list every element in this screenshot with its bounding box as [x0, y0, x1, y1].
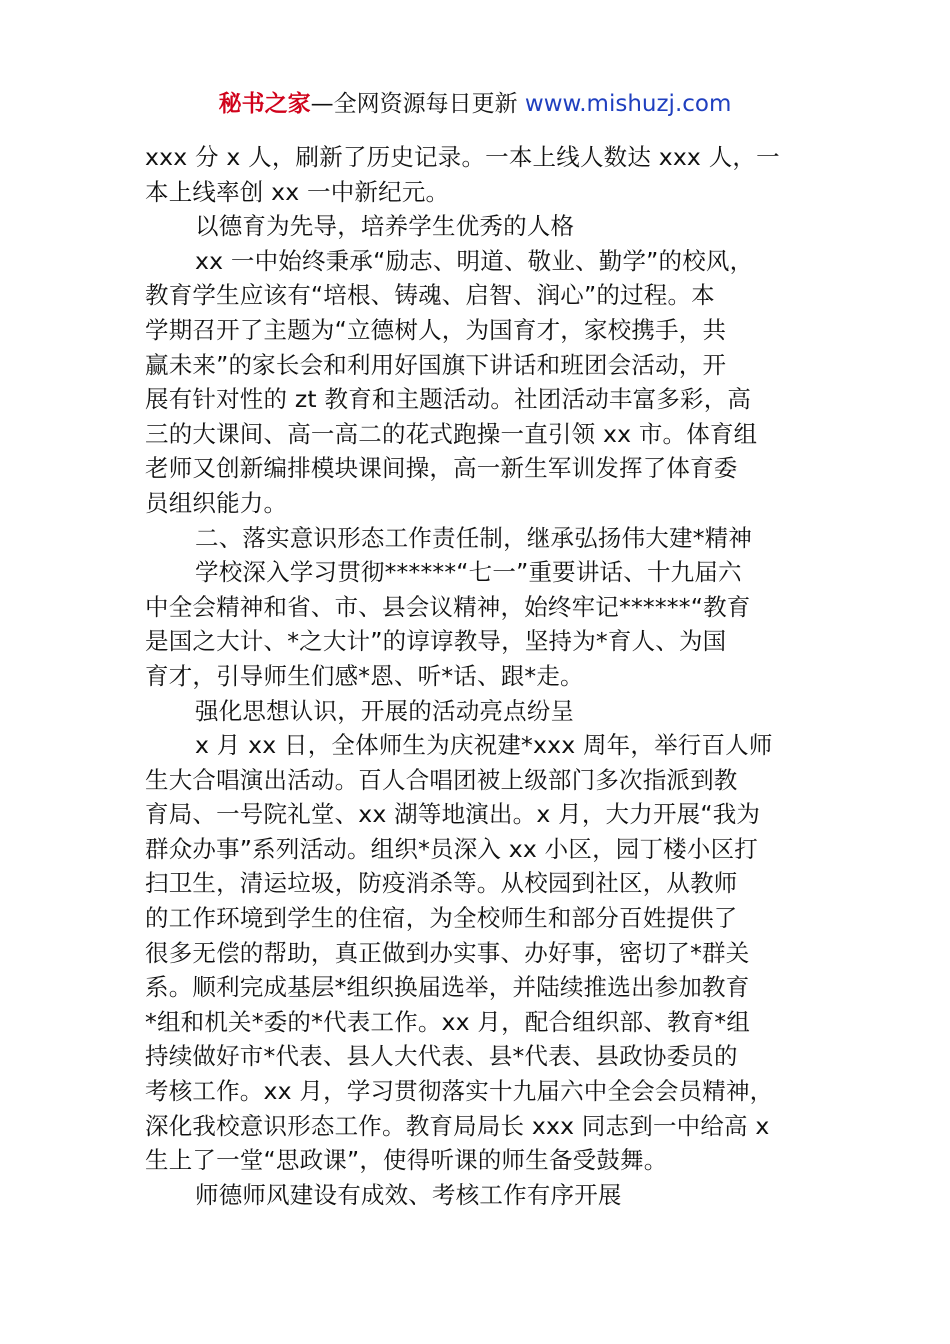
text-line: 考核工作。xx 月，学习贯彻落实十九届六中全会会员精神，: [145, 1077, 774, 1106]
text-line: 员组织能力。: [145, 488, 288, 517]
text-line: x 月 xx 日，全体师生为庆祝建*xxx 周年，举行百人师: [195, 731, 773, 760]
text-line: 展有针对性的 zt 教育和主题活动。社团活动丰富多彩，高: [145, 385, 752, 414]
text-line: 生大合唱演出活动。百人合唱团被上级部门多次指派到教: [145, 765, 738, 794]
text-line: 很多无偿的帮助，真正做到办实事、办好事，密切了*群关: [145, 938, 750, 967]
text-line: 师德师风建设有成效、考核工作有序开展: [195, 1180, 622, 1209]
text-line: 育才，引导师生们感*恩、听*话、跟*走。: [145, 661, 584, 690]
text-line: 三的大课间、高一高二的花式跑操一直引领 xx 市。体育组: [145, 419, 758, 448]
text-line: 本上线率创 xx 一中新纪元。: [145, 177, 450, 206]
text-line: xx 一中始终秉承“励志、明道、敬业、勤学”的校风，: [195, 246, 754, 275]
text-line: *组和机关*委的*代表工作。xx 月，配合组织部、教育*组: [145, 1007, 751, 1036]
text-line: 系。顺利完成基层*组织换届选举，并陆续推选出参加教育: [145, 973, 750, 1002]
text-line: 持续做好市*代表、县人大代表、县*代表、县政协委员的: [145, 1042, 738, 1071]
text-line: 中全会精神和省、市、县会议精神，始终牢记******“教育: [145, 592, 751, 621]
text-line: xxx 分 x 人，刷新了历史记录。一本上线人数达 xxx 人，一: [145, 143, 780, 171]
text-line: 以德育为先导，培养学生优秀的人格: [195, 212, 575, 241]
brand-name: 秘书之家: [218, 91, 311, 117]
text-line: 是国之大计、*之大计”的谆谆教导，坚持为*育人、为国: [145, 627, 727, 656]
text-line: 的工作环境到学生的住宿，为全校师生和部分百姓提供了: [145, 904, 738, 933]
text-line: 扫卫生，清运垃圾，防疫消杀等。从校园到社区，从教师: [145, 869, 738, 898]
text-line: 育局、一号院礼堂、xx 湖等地演出。x 月，大力开展“我为: [145, 800, 761, 829]
site-url-link[interactable]: www.mishuzj.com: [524, 91, 732, 117]
text-line: 学校深入学习贯彻******“七一”重要讲话、十九届六: [195, 558, 742, 587]
text-line: 强化思想认识，开展的活动亮点纷呈: [195, 696, 575, 725]
text-line: 深化我校意识形态工作。教育局局长 xxx 同志到一中给高 x: [145, 1111, 770, 1140]
document-body: [145, 140, 815, 1212]
text-line: 老师又创新编排模块课间操，高一新生军训发挥了体育委: [145, 454, 738, 483]
text-line: 群众办事”系列活动。组织*员深入 xx 小区，园丁楼小区打: [145, 834, 758, 863]
text-line: 学期召开了主题为“立德树人，为国育才，家校携手，共: [145, 315, 727, 344]
header-slogan: —全网资源每日更新: [310, 91, 525, 117]
text-line: 赢未来”的家长会和利用好国旗下讲话和班团会活动，开: [145, 350, 727, 379]
text-line: 生上了一堂“思政课”，使得听课的师生备受鼓舞。: [145, 1146, 668, 1175]
text-line: 二、落实意识形态工作责任制，继承弘扬伟大建*精神: [195, 523, 753, 552]
text-line: 教育学生应该有“培根、铸魂、启智、润心”的过程。本: [145, 281, 715, 310]
page-header: [0, 88, 950, 120]
